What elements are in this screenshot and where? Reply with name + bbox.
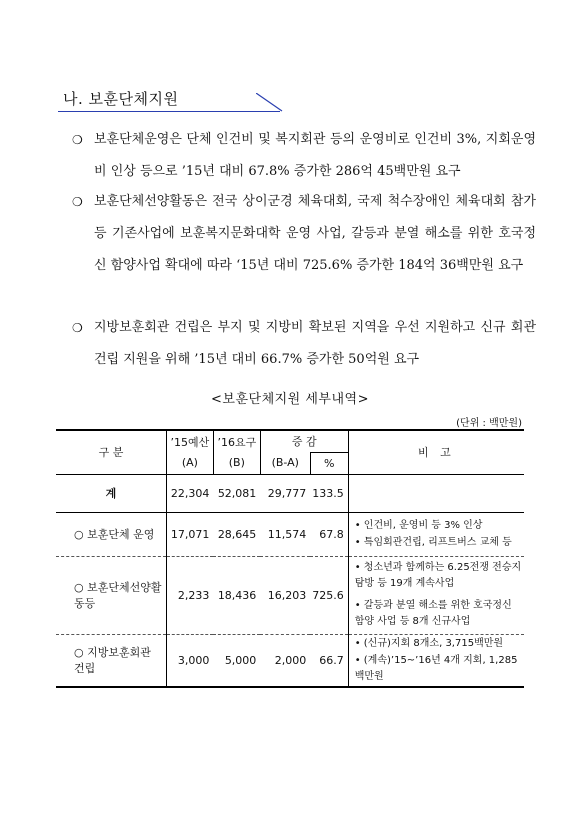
note-item: • (계속)’15~’16년 4개 지회, 1,285백만원 [354,654,518,682]
note-item: • 청소년과 함께하는 6.25전쟁 전승지 탐방 등 19개 계속사업 [354,562,522,589]
header-change: 증 감 [260,430,348,452]
header-budget15-sub: (A) [166,452,213,474]
row-category: ○ 보훈단체선양활동등 [56,556,166,634]
header-request16-sub: (B) [213,452,260,474]
row-a: 3,000 [177,653,210,667]
row-a: 2,233 [177,588,210,602]
circle-bullet-icon: ❍ [72,321,83,335]
row-category: ○ 보훈단체 운영 [56,512,166,556]
circle-bullet-icon: ❍ [72,133,83,147]
header-budget15: ’15예산 [166,430,213,452]
note-item: • 인건비, 운영비 등 3% 인상 [354,519,483,531]
row-b: 5,000 [224,653,257,667]
note-item: • 갈등과 분열 해소를 위한 호국정신 함양 사업 등 8개 신규사업 [354,600,512,627]
detail-table [56,429,524,688]
header-change-sub: (B-A) [260,452,310,474]
table-unit: (단위 : 백만원) [456,418,522,429]
row-category: 계 [56,474,166,512]
bullet-text: 보훈단체선양활동은 전국 상이군경 체육대회, 국제 척수장애인 체육대회 참가 등 기존사업에 보훈복지문화대학 운영 사업, 갈등과 분열 해소를 위한 호국정신 함양사업 확대에 따라 ‘15년 대비 725.6% 증가한 184억 36백만원 요구 [94,194,536,273]
heading-slash-decoration [256,93,283,112]
row-pct: 66.7 [310,634,348,687]
note-item: • 특임회관건립, 리프트버스 교체 등 [354,536,512,548]
header-percent: % [310,452,348,474]
note-item: • (신규)지회 8개소, 3,715백만원 [354,637,504,649]
row-pct: 133.5 [310,474,348,512]
row-notes [348,512,524,556]
header-request16: ’16요구 [213,430,260,452]
row-a: 17,071 [170,527,210,541]
row-b: 52,081 [217,486,257,500]
row-diff: 16,203 [267,588,307,602]
row-pct: 67.8 [310,512,348,556]
table-row [56,512,524,556]
table-row [56,634,524,687]
row-pct: 725.6 [310,556,348,634]
row-diff: 2,000 [274,653,307,667]
row-diff: 29,777 [267,486,307,500]
row-b: 28,645 [217,527,257,541]
row-notes [348,556,524,634]
bullet-text: 보훈단체운영은 단체 인건비 및 복지회관 등의 운영비로 인건비 3%, 지회운영비 인상 등으로 ’15년 대비 67.8% 증가한 286억 45백만원 요구 [94,132,536,179]
table-row [56,474,524,512]
table-row [56,556,524,634]
header-category: 구 분 [56,430,166,474]
circle-bullet-icon: ❍ [72,195,83,209]
table-title: <보훈단체지원 세부내역> [211,392,369,407]
bullet-text: 지방보훈회관 건립은 부지 및 지방비 확보된 지역을 우선 지원하고 신규 회관 건립 지원을 위해 ’15년 대비 66.7% 증가한 50억원 요구 [94,320,536,367]
row-category: ○ 지방보훈회관 건립 [56,634,166,687]
row-notes [348,634,524,687]
heading-underline [58,111,280,112]
row-diff: 11,574 [267,527,307,541]
row-a: 22,304 [170,486,210,500]
section-heading: 나. 보훈단체지원 [63,90,179,108]
row-b: 18,436 [217,588,257,602]
header-remarks: 비 고 [417,446,455,460]
